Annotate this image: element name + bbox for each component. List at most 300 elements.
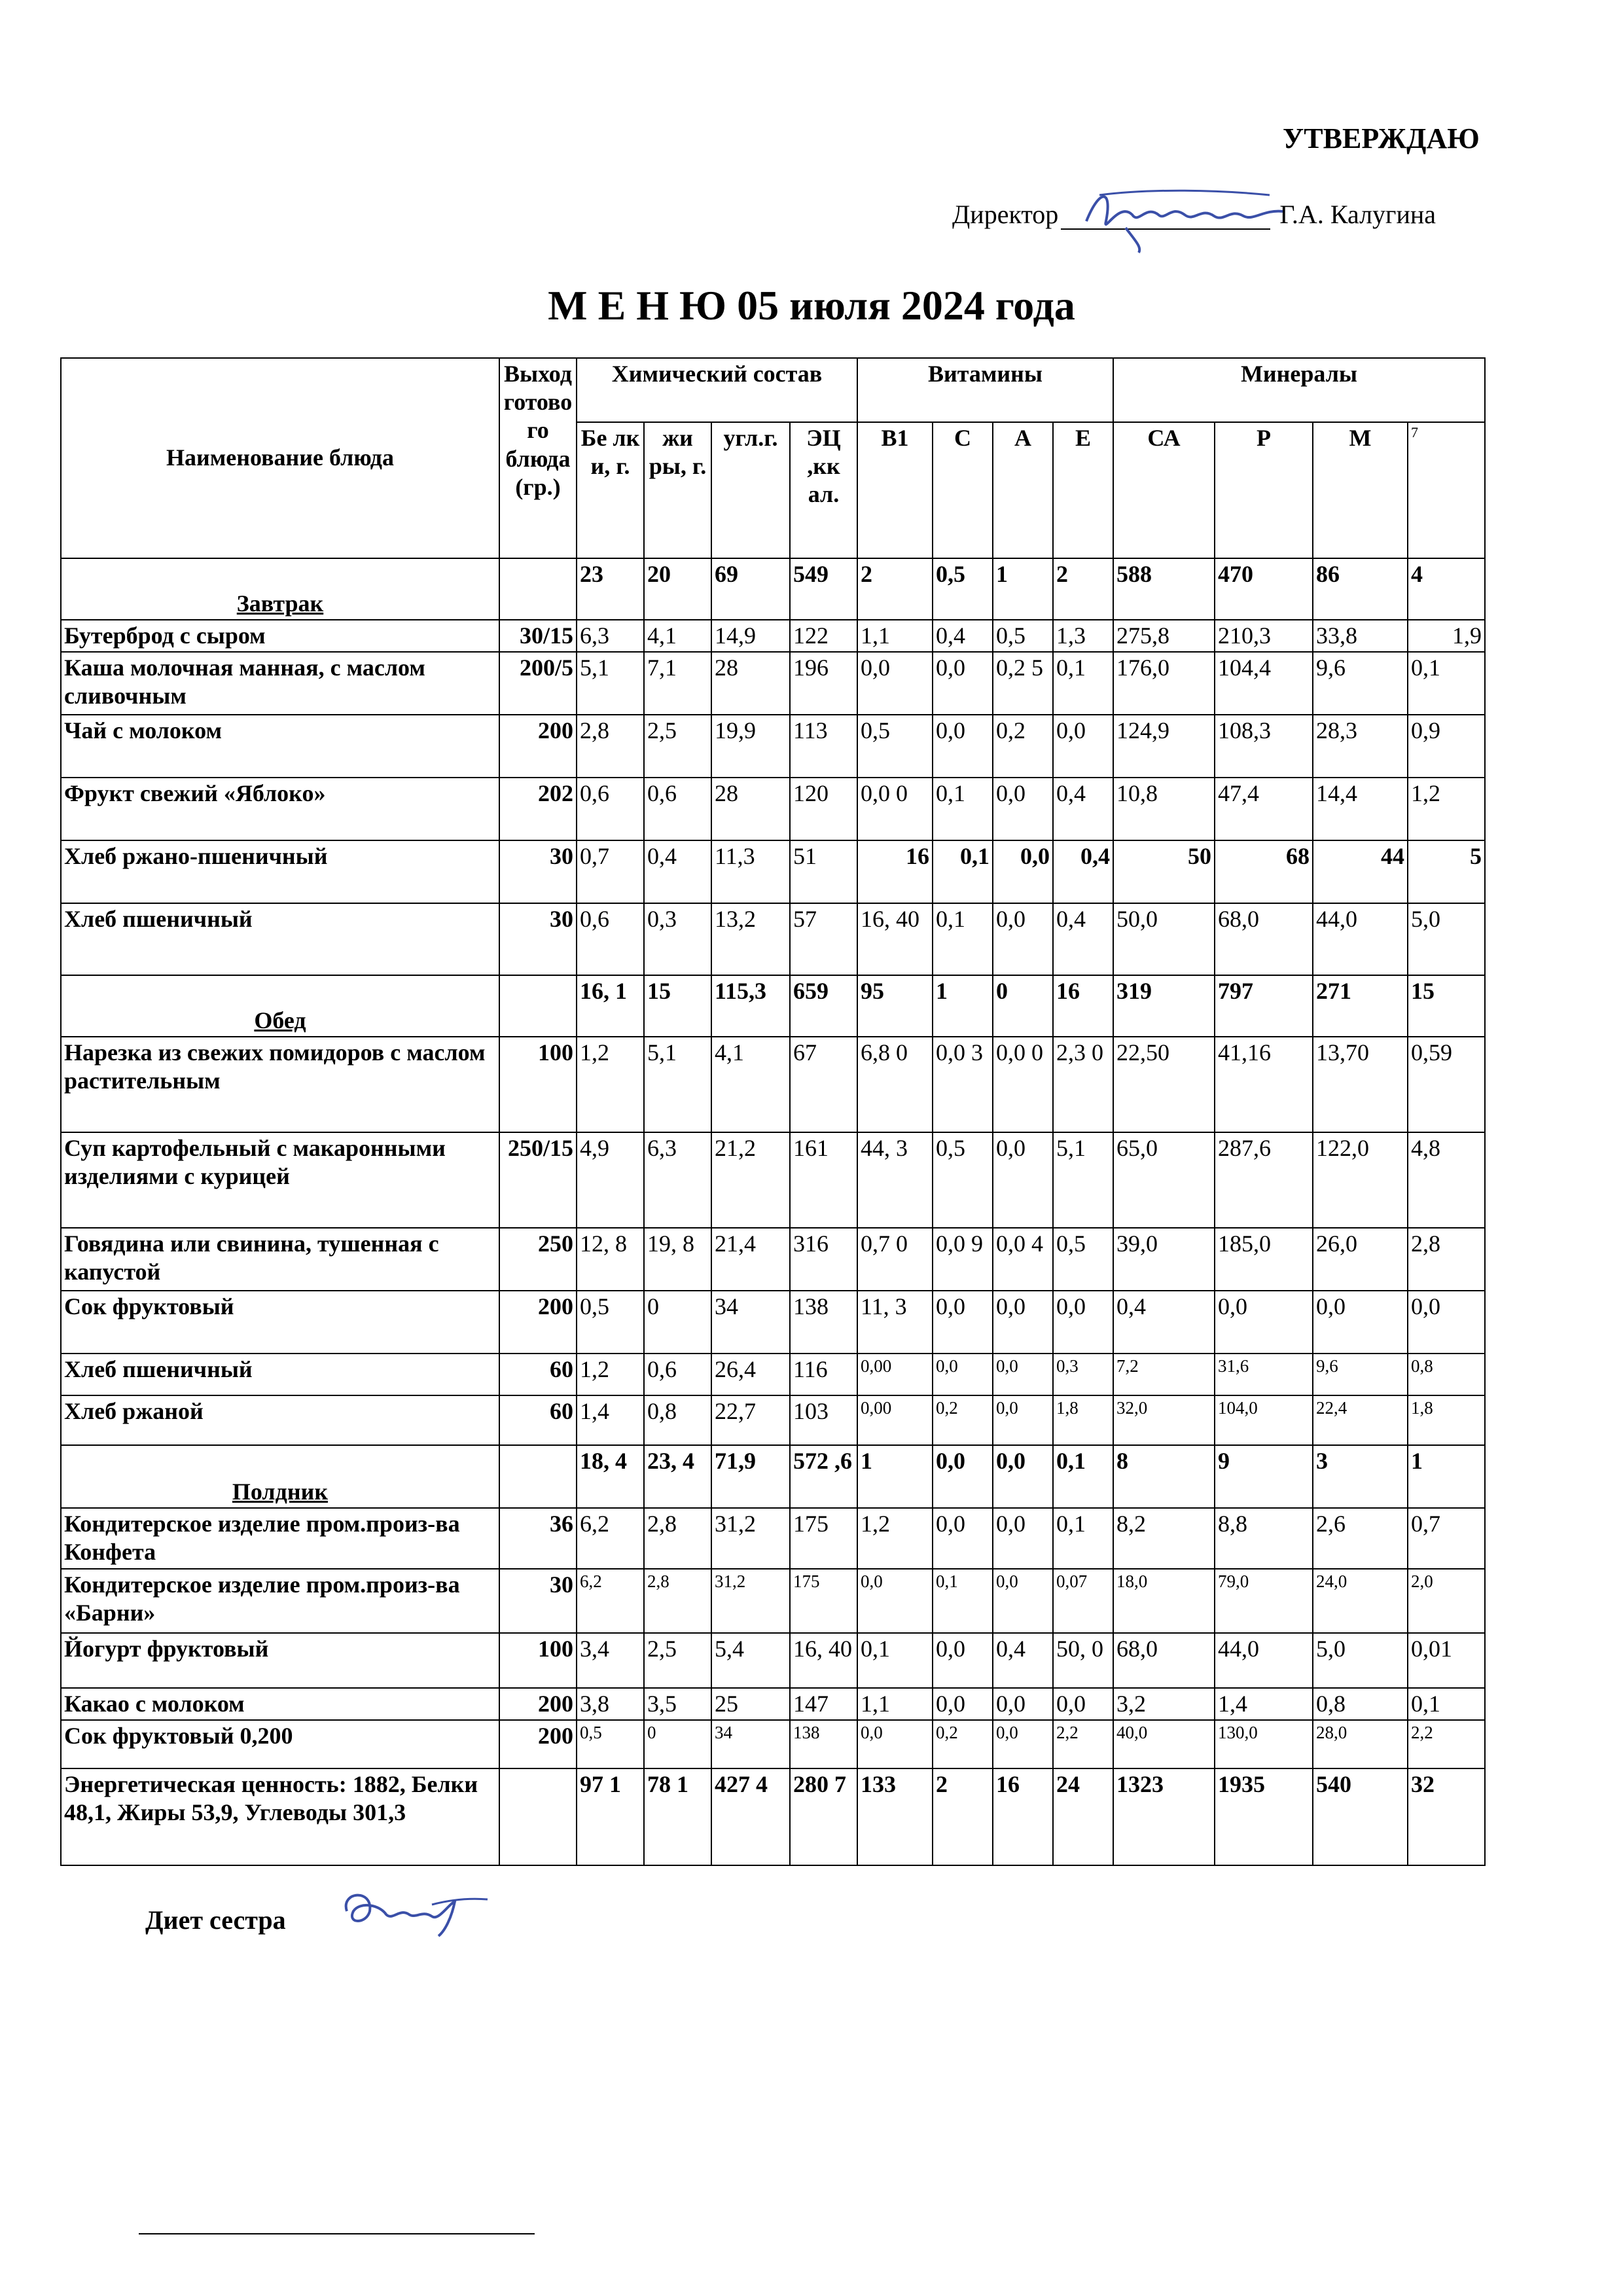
dish-yield: [499, 558, 577, 620]
value-cell: 0,6: [644, 1354, 711, 1395]
value-cell: 1,9: [1408, 620, 1485, 652]
value-cell: 32,0: [1113, 1395, 1215, 1445]
subheader-col-5: С: [933, 422, 993, 558]
table-row: [61, 1132, 1485, 1228]
value-cell: 1,1: [857, 620, 933, 652]
value-cell: 68: [1215, 840, 1313, 903]
subheader-col-0: Бе лк и, г.: [577, 422, 644, 558]
value-cell: 1: [933, 975, 993, 1037]
table-row: [61, 1508, 1485, 1568]
value-cell: 0,00: [857, 1354, 933, 1395]
section-row: [61, 558, 1485, 620]
value-cell: 14,4: [1313, 778, 1408, 840]
value-cell: 44, 3: [857, 1132, 933, 1228]
dish-yield: 30: [499, 1569, 577, 1633]
value-cell: 57: [790, 903, 857, 975]
value-cell: 68,0: [1215, 903, 1313, 975]
value-cell: 0,0: [993, 1395, 1053, 1445]
value-cell: 0: [644, 1291, 711, 1354]
value-cell: 0,0: [1408, 1291, 1485, 1354]
value-cell: 0,0 0: [857, 778, 933, 840]
value-cell: 0,6: [644, 778, 711, 840]
value-cell: 0,1: [1053, 1508, 1113, 1568]
diet-nurse-signature: [334, 1885, 491, 1937]
director-label: Директор: [952, 200, 1059, 229]
dish-name: Суп картофельный с макаронными изделиями с курицей: [61, 1132, 499, 1228]
table-row: [61, 778, 1485, 840]
value-cell: 0,0: [1053, 1291, 1113, 1354]
value-cell: 21,4: [711, 1228, 790, 1291]
subheader-col-6: А: [993, 422, 1053, 558]
value-cell: 0,2: [933, 1720, 993, 1768]
value-cell: 28: [711, 778, 790, 840]
value-cell: 10,8: [1113, 778, 1215, 840]
dish-yield: 200: [499, 1291, 577, 1354]
value-cell: 0,7 0: [857, 1228, 933, 1291]
value-cell: 1: [1408, 1445, 1485, 1508]
dish-yield: 200: [499, 1688, 577, 1720]
value-cell: 13,70: [1313, 1037, 1408, 1132]
dish-yield: 200: [499, 715, 577, 778]
dish-yield: 250: [499, 1228, 577, 1291]
value-cell: 2,6: [1313, 1508, 1408, 1568]
value-cell: 2: [857, 558, 933, 620]
value-cell: 0,5: [933, 558, 993, 620]
dish-yield: 30: [499, 903, 577, 975]
value-cell: 11,3: [711, 840, 790, 903]
value-cell: 24: [1053, 1768, 1113, 1865]
value-cell: 16, 1: [577, 975, 644, 1037]
value-cell: 2,5: [644, 715, 711, 778]
value-cell: 0,0: [993, 1291, 1053, 1354]
value-cell: 2,5: [644, 1633, 711, 1688]
value-cell: 78 1: [644, 1768, 711, 1865]
value-cell: 2,8: [644, 1508, 711, 1568]
value-cell: 0,1: [1408, 1688, 1485, 1720]
menu-table: [60, 357, 1486, 1866]
value-cell: 12, 8: [577, 1228, 644, 1291]
value-cell: 9: [1215, 1445, 1313, 1508]
value-cell: 8: [1113, 1445, 1215, 1508]
value-cell: 68,0: [1113, 1633, 1215, 1688]
value-cell: 0,0: [1215, 1291, 1313, 1354]
value-cell: 0,9: [1408, 715, 1485, 778]
header-chem: Химический состав: [577, 358, 857, 422]
table-row: [61, 1395, 1485, 1445]
value-cell: 31,2: [711, 1569, 790, 1633]
value-cell: 470: [1215, 558, 1313, 620]
value-cell: 4: [1408, 558, 1485, 620]
value-cell: 4,1: [711, 1037, 790, 1132]
bottom-rule: [139, 2233, 535, 2234]
dish-name: Какао с молоком: [61, 1688, 499, 1720]
value-cell: 0,5: [993, 620, 1053, 652]
value-cell: 1,2: [577, 1037, 644, 1132]
value-cell: 86: [1313, 558, 1408, 620]
value-cell: 1,2: [1408, 778, 1485, 840]
value-cell: 15: [1408, 975, 1485, 1037]
value-cell: 6,8 0: [857, 1037, 933, 1132]
header-vitamins: Витамины: [857, 358, 1113, 422]
value-cell: 14,9: [711, 620, 790, 652]
value-cell: 47,4: [1215, 778, 1313, 840]
value-cell: 39,0: [1113, 1228, 1215, 1291]
value-cell: 0,6: [577, 778, 644, 840]
value-cell: 1,3: [1053, 620, 1113, 652]
value-cell: 0,8: [644, 1395, 711, 1445]
dish-yield: [499, 1445, 577, 1508]
value-cell: 0,5: [577, 1720, 644, 1768]
value-cell: 0,5: [857, 715, 933, 778]
value-cell: 50: [1113, 840, 1215, 903]
value-cell: 147: [790, 1688, 857, 1720]
table-row: [61, 1228, 1485, 1291]
value-cell: 0,5: [933, 1132, 993, 1228]
table-row: [61, 903, 1485, 975]
subheader-col-7: Е: [1053, 422, 1113, 558]
value-cell: 0,4: [1053, 903, 1113, 975]
value-cell: 659: [790, 975, 857, 1037]
value-cell: 3: [1313, 1445, 1408, 1508]
value-cell: 97 1: [577, 1768, 644, 1865]
value-cell: 3,5: [644, 1688, 711, 1720]
dish-name: Энергетическая ценность: 1882, Белки 48,1, Жиры 53,9, Углеводы 301,3: [61, 1768, 499, 1865]
value-cell: 588: [1113, 558, 1215, 620]
value-cell: 0: [993, 975, 1053, 1037]
value-cell: 0,0: [1053, 715, 1113, 778]
value-cell: 175: [790, 1508, 857, 1568]
value-cell: 0,00: [857, 1395, 933, 1445]
subheader-col-4: В1: [857, 422, 933, 558]
value-cell: 113: [790, 715, 857, 778]
value-cell: 0,1: [1053, 652, 1113, 715]
value-cell: 23: [577, 558, 644, 620]
dish-name: Бутерброд с сыром: [61, 620, 499, 652]
value-cell: 0,0 0: [993, 1037, 1053, 1132]
value-cell: 9,6: [1313, 1354, 1408, 1395]
value-cell: 271: [1313, 975, 1408, 1037]
dish-yield: [499, 975, 577, 1037]
value-cell: 2,8: [577, 715, 644, 778]
value-cell: 25: [711, 1688, 790, 1720]
value-cell: 18,0: [1113, 1569, 1215, 1633]
table-row: [61, 1688, 1485, 1720]
header-yield: Выход готово го блюда (гр.): [499, 358, 577, 558]
value-cell: 1,2: [857, 1508, 933, 1568]
dish-yield: 100: [499, 1037, 577, 1132]
value-cell: 0,4: [993, 1633, 1053, 1688]
value-cell: 0,1: [1408, 652, 1485, 715]
dish-yield: 30/15: [499, 620, 577, 652]
value-cell: 1,2: [577, 1354, 644, 1395]
value-cell: 5,1: [1053, 1132, 1113, 1228]
value-cell: 196: [790, 652, 857, 715]
value-cell: 0: [644, 1720, 711, 1768]
value-cell: 24,0: [1313, 1569, 1408, 1633]
director-signature: [1073, 175, 1296, 254]
table-row: [61, 1569, 1485, 1633]
value-cell: 0,6: [577, 903, 644, 975]
subheader-col-11: 7: [1408, 422, 1485, 558]
value-cell: 8,2: [1113, 1508, 1215, 1568]
value-cell: 0,01: [1408, 1633, 1485, 1688]
value-cell: 176,0: [1113, 652, 1215, 715]
value-cell: 130,0: [1215, 1720, 1313, 1768]
table-row: [61, 652, 1485, 715]
value-cell: 280 7: [790, 1768, 857, 1865]
value-cell: 138: [790, 1720, 857, 1768]
value-cell: 0,0 3: [933, 1037, 993, 1132]
value-cell: 13,2: [711, 903, 790, 975]
value-cell: 0,0 4: [993, 1228, 1053, 1291]
value-cell: 287,6: [1215, 1132, 1313, 1228]
value-cell: 1: [993, 558, 1053, 620]
value-cell: 175: [790, 1569, 857, 1633]
value-cell: 427 4: [711, 1768, 790, 1865]
value-cell: 1,1: [857, 1688, 933, 1720]
dish-yield: 250/15: [499, 1132, 577, 1228]
value-cell: 0,8: [1313, 1688, 1408, 1720]
table-row: [61, 715, 1485, 778]
value-cell: 0,7: [1408, 1508, 1485, 1568]
section-row: [61, 1445, 1485, 1508]
value-cell: 1,4: [1215, 1688, 1313, 1720]
value-cell: 19,9: [711, 715, 790, 778]
value-cell: 22,4: [1313, 1395, 1408, 1445]
value-cell: 1935: [1215, 1768, 1313, 1865]
header-name: Наименование блюда: [61, 358, 499, 558]
value-cell: 16: [993, 1768, 1053, 1865]
dish-yield: 200/5: [499, 652, 577, 715]
value-cell: 41,16: [1215, 1037, 1313, 1132]
value-cell: 0,3: [644, 903, 711, 975]
value-cell: 19, 8: [644, 1228, 711, 1291]
dish-name: Кондитерское изделие пром.произ-ва «Барни»: [61, 1569, 499, 1633]
value-cell: 65,0: [1113, 1132, 1215, 1228]
value-cell: 6,3: [644, 1132, 711, 1228]
value-cell: 0,0: [933, 652, 993, 715]
subheader-col-8: СА: [1113, 422, 1215, 558]
value-cell: 40,0: [1113, 1720, 1215, 1768]
dish-yield: 30: [499, 840, 577, 903]
value-cell: 0,2: [933, 1395, 993, 1445]
total-row: [61, 1768, 1485, 1865]
dish-yield: [499, 1768, 577, 1865]
value-cell: 133: [857, 1768, 933, 1865]
value-cell: 7,1: [644, 652, 711, 715]
dish-name: Хлеб пшеничный: [61, 1354, 499, 1395]
value-cell: 5,0: [1408, 903, 1485, 975]
value-cell: 71,9: [711, 1445, 790, 1508]
dish-name: Сок фруктовый: [61, 1291, 499, 1354]
value-cell: 4,9: [577, 1132, 644, 1228]
dish-name: Каша молочная манная, с маслом сливочным: [61, 652, 499, 715]
value-cell: 7,2: [1113, 1354, 1215, 1395]
value-cell: 124,9: [1113, 715, 1215, 778]
value-cell: 28: [711, 652, 790, 715]
dish-name: Сок фруктовый 0,200: [61, 1720, 499, 1768]
value-cell: 4,8: [1408, 1132, 1485, 1228]
value-cell: 0,4: [1053, 840, 1113, 903]
value-cell: 2: [933, 1768, 993, 1865]
value-cell: 0,7: [577, 840, 644, 903]
value-cell: 16: [857, 840, 933, 903]
value-cell: 5: [1408, 840, 1485, 903]
value-cell: 0,0: [993, 778, 1053, 840]
value-cell: 138: [790, 1291, 857, 1354]
value-cell: 22,50: [1113, 1037, 1215, 1132]
value-cell: 15: [644, 975, 711, 1037]
value-cell: 0,1: [933, 840, 993, 903]
value-cell: 2,8: [1408, 1228, 1485, 1291]
value-cell: 161: [790, 1132, 857, 1228]
value-cell: 0,0: [1313, 1291, 1408, 1354]
dish-yield: 60: [499, 1395, 577, 1445]
dish-name: Хлеб ржано-пшеничный: [61, 840, 499, 903]
value-cell: 0,0: [933, 1445, 993, 1508]
value-cell: 32: [1408, 1768, 1485, 1865]
dish-name: Чай с молоком: [61, 715, 499, 778]
dish-yield: 202: [499, 778, 577, 840]
value-cell: 0,3: [1053, 1354, 1113, 1395]
value-cell: 1,8: [1408, 1395, 1485, 1445]
value-cell: 0,1: [933, 903, 993, 975]
subheader-col-10: М: [1313, 422, 1408, 558]
value-cell: 319: [1113, 975, 1215, 1037]
value-cell: 5,0: [1313, 1633, 1408, 1688]
value-cell: 0,5: [577, 1291, 644, 1354]
value-cell: 122: [790, 620, 857, 652]
value-cell: 316: [790, 1228, 857, 1291]
value-cell: 540: [1313, 1768, 1408, 1865]
value-cell: 0,5: [1053, 1228, 1113, 1291]
value-cell: 572 ,6: [790, 1445, 857, 1508]
value-cell: 122,0: [1313, 1132, 1408, 1228]
value-cell: 104,0: [1215, 1395, 1313, 1445]
value-cell: 31,2: [711, 1508, 790, 1568]
value-cell: 103: [790, 1395, 857, 1445]
value-cell: 2,3 0: [1053, 1037, 1113, 1132]
value-cell: 28,0: [1313, 1720, 1408, 1768]
value-cell: 0,4: [1053, 778, 1113, 840]
value-cell: 0,0: [857, 1569, 933, 1633]
dish-name: Нарезка из свежих помидоров с маслом растительным: [61, 1037, 499, 1132]
value-cell: 1: [857, 1445, 933, 1508]
value-cell: 0,07: [1053, 1569, 1113, 1633]
value-cell: 2,2: [1053, 1720, 1113, 1768]
dish-name: Йогурт фруктовый: [61, 1633, 499, 1688]
subheader-col-1: жи ры, г.: [644, 422, 711, 558]
value-cell: 2,2: [1408, 1720, 1485, 1768]
diet-nurse-label: Диет сестра: [145, 1905, 286, 1935]
table-row: [61, 1720, 1485, 1768]
value-cell: 0,0: [857, 652, 933, 715]
dish-name: Кондитерское изделие пром.произ-ва Конфета: [61, 1508, 499, 1568]
value-cell: 21,2: [711, 1132, 790, 1228]
value-cell: 11, 3: [857, 1291, 933, 1354]
value-cell: 95: [857, 975, 933, 1037]
table-row: [61, 840, 1485, 903]
value-cell: 2: [1053, 558, 1113, 620]
value-cell: 67: [790, 1037, 857, 1132]
dish-yield: 100: [499, 1633, 577, 1688]
value-cell: 275,8: [1113, 620, 1215, 652]
value-cell: 4,1: [644, 620, 711, 652]
value-cell: 0,2: [993, 715, 1053, 778]
value-cell: 50,0: [1113, 903, 1215, 975]
director-name: Г.А. Калугина: [1279, 200, 1436, 229]
value-cell: 0,0: [933, 1354, 993, 1395]
table-row: [61, 1354, 1485, 1395]
value-cell: 44: [1313, 840, 1408, 903]
value-cell: 549: [790, 558, 857, 620]
value-cell: 0,0: [993, 1445, 1053, 1508]
value-cell: 50, 0: [1053, 1633, 1113, 1688]
value-cell: 5,1: [577, 652, 644, 715]
value-cell: 16: [1053, 975, 1113, 1037]
value-cell: 0,0 9: [933, 1228, 993, 1291]
value-cell: 0,4: [933, 620, 993, 652]
value-cell: 108,3: [1215, 715, 1313, 778]
value-cell: 6,2: [577, 1569, 644, 1633]
dish-name: Полдник: [61, 1445, 499, 1508]
value-cell: 16, 40: [790, 1633, 857, 1688]
approval-heading: УТВЕРЖДАЮ: [1283, 122, 1480, 154]
value-cell: 0,0: [933, 1508, 993, 1568]
value-cell: 0,0: [993, 840, 1053, 903]
value-cell: 44,0: [1215, 1633, 1313, 1688]
value-cell: 33,8: [1313, 620, 1408, 652]
value-cell: 120: [790, 778, 857, 840]
value-cell: 6,3: [577, 620, 644, 652]
table-row: [61, 620, 1485, 652]
value-cell: 20: [644, 558, 711, 620]
dish-name: Фрукт свежий «Яблоко»: [61, 778, 499, 840]
value-cell: 185,0: [1215, 1228, 1313, 1291]
value-cell: 69: [711, 558, 790, 620]
value-cell: 0,59: [1408, 1037, 1485, 1132]
value-cell: 0,0: [993, 1132, 1053, 1228]
value-cell: 23, 4: [644, 1445, 711, 1508]
value-cell: 210,3: [1215, 620, 1313, 652]
value-cell: 16, 40: [857, 903, 933, 975]
value-cell: 3,4: [577, 1633, 644, 1688]
value-cell: 116: [790, 1354, 857, 1395]
value-cell: 0,0: [857, 1720, 933, 1768]
dish-yield: 36: [499, 1508, 577, 1568]
value-cell: 51: [790, 840, 857, 903]
value-cell: 0,1: [857, 1633, 933, 1688]
value-cell: 26,4: [711, 1354, 790, 1395]
value-cell: 31,6: [1215, 1354, 1313, 1395]
dish-name: Хлеб пшеничный: [61, 903, 499, 975]
page-title: М Е Н Ю 05 июля 2024 года: [548, 282, 1075, 329]
value-cell: 115,3: [711, 975, 790, 1037]
subheader-col-2: угл.г.: [711, 422, 790, 558]
value-cell: 0,0: [993, 1720, 1053, 1768]
table-row: [61, 1633, 1485, 1688]
value-cell: 0,1: [1053, 1445, 1113, 1508]
value-cell: 3,2: [1113, 1688, 1215, 1720]
value-cell: 0,0: [933, 715, 993, 778]
value-cell: 0,0: [993, 1688, 1053, 1720]
dish-name: Говядина или свинина, тушенная с капустой: [61, 1228, 499, 1291]
section-row: [61, 975, 1485, 1037]
subheader-col-9: Р: [1215, 422, 1313, 558]
dish-yield: 60: [499, 1354, 577, 1395]
value-cell: 1,8: [1053, 1395, 1113, 1445]
value-cell: 18, 4: [577, 1445, 644, 1508]
